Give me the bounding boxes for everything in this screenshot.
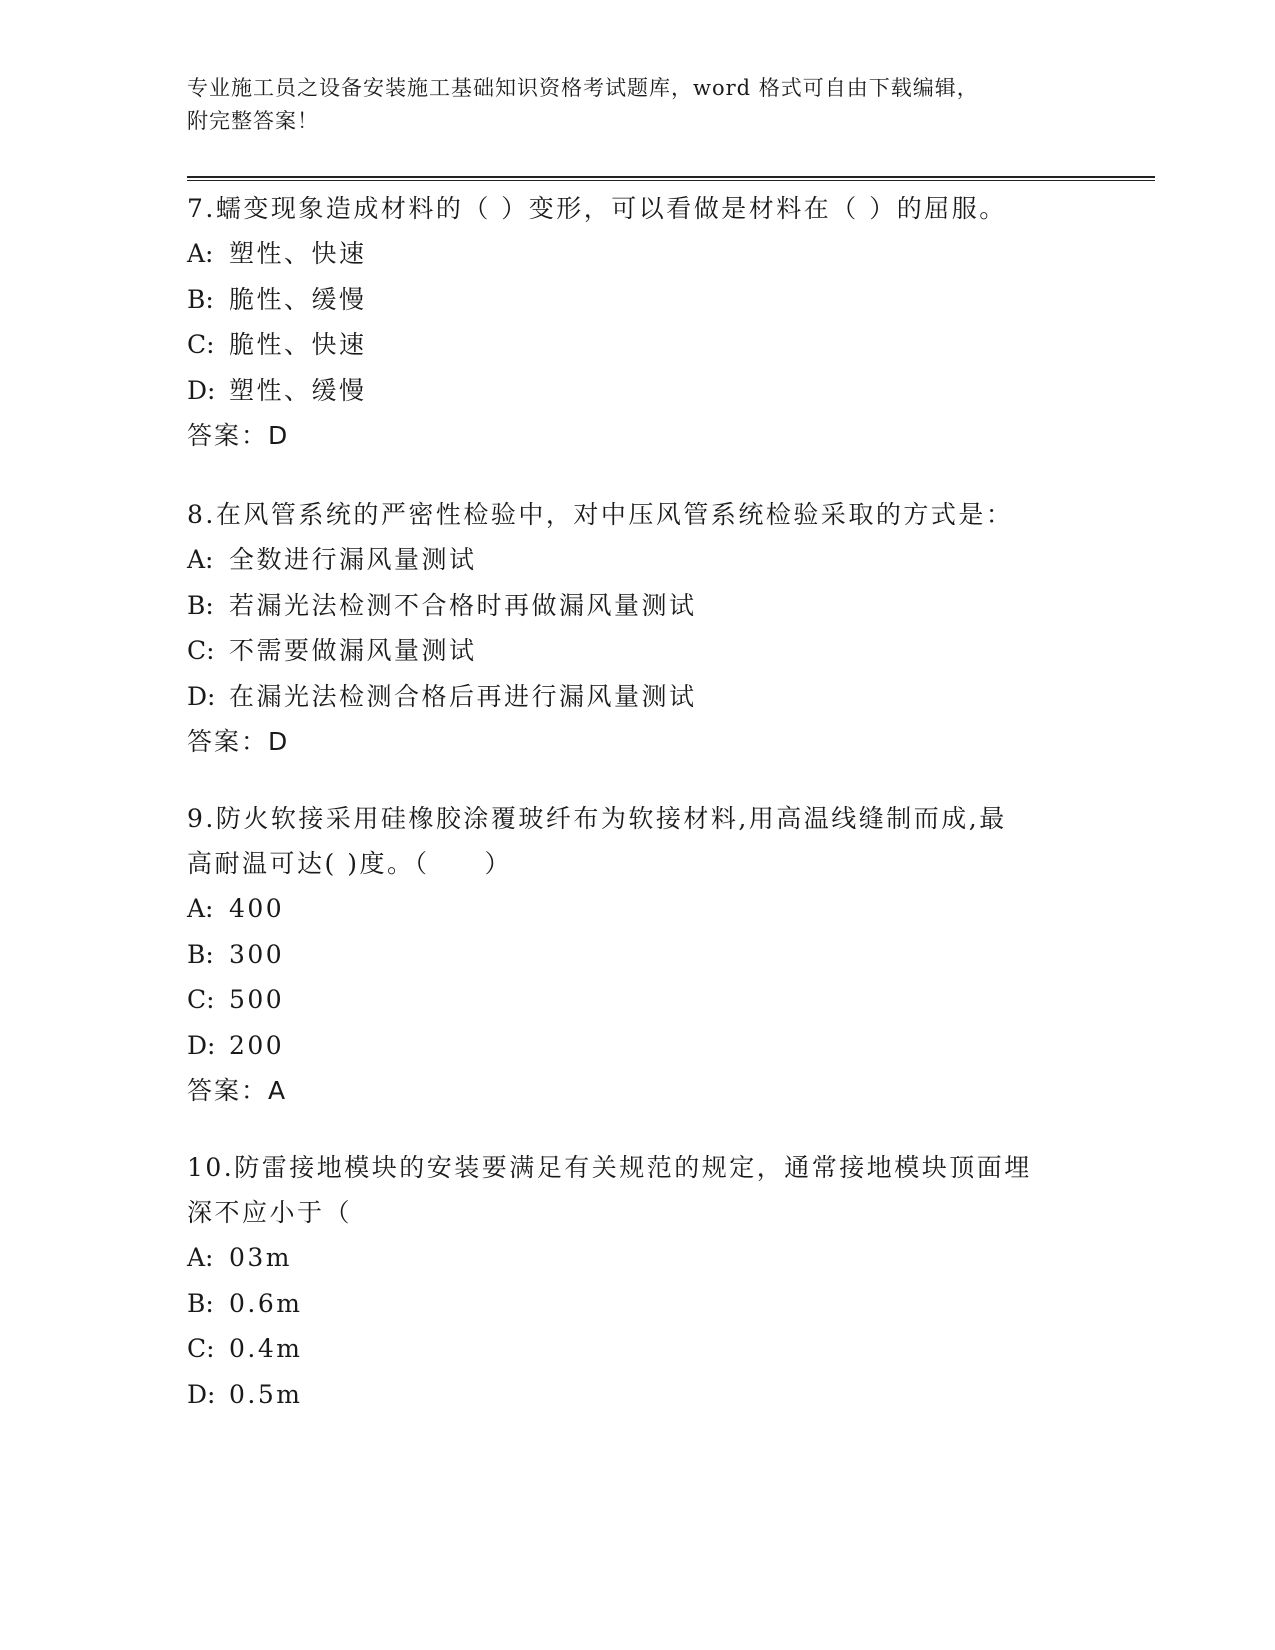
option-text: 脆性、快速: [229, 330, 367, 359]
option-c: [187, 977, 1087, 1023]
question-8: [187, 492, 1087, 764]
option-text: 0.5m: [229, 1379, 303, 1409]
question-7: [187, 186, 1087, 458]
option-letter: C:: [187, 330, 215, 359]
answer: 答案：D: [187, 727, 290, 756]
option-b: [187, 583, 1087, 629]
header-line-1: 专业施工员之设备安装施工基础知识资格考试题库，word 格式可自由下载编辑，: [187, 76, 979, 100]
option-text: 在漏光法检测合格后再进行漏风量测试: [229, 681, 697, 711]
option-c: [187, 1326, 1087, 1372]
option-letter: C:: [187, 1334, 215, 1363]
option-d: [187, 674, 1087, 720]
option-text: 塑性、缓慢: [229, 375, 367, 405]
header-divider: [187, 176, 1155, 181]
option-b: [187, 277, 1087, 323]
question-9: [187, 796, 1087, 1113]
option-letter: C:: [187, 636, 215, 665]
option-a: [187, 231, 1087, 277]
option-text: 脆性、缓慢: [229, 284, 367, 314]
option-text: 300: [229, 939, 285, 969]
answer: 答案：D: [187, 421, 290, 450]
option-c: [187, 322, 1087, 368]
option-a: [187, 537, 1087, 583]
document-header: [187, 72, 1087, 138]
option-letter: A:: [187, 545, 214, 574]
option-b: [187, 932, 1087, 978]
option-text: 200: [229, 1030, 285, 1060]
option-text: 400: [229, 894, 285, 923]
option-letter: A:: [187, 239, 214, 268]
option-letter: D:: [187, 1379, 216, 1409]
option-d: [187, 368, 1087, 414]
question-text: 8.在风管系统的严密性检验中，对中压风管系统检验采取的方式是：: [187, 500, 1014, 529]
option-text: 0.4m: [229, 1334, 303, 1363]
question-text-line-2: 深不应小于（: [187, 1198, 353, 1227]
option-text: 500: [229, 985, 285, 1014]
option-text: 全数进行漏风量测试: [229, 545, 477, 574]
option-a: [187, 886, 1087, 932]
question-text: 7.蠕变现象造成材料的（ ）变形，可以看做是材料在（ ）的屈服。: [187, 194, 1007, 223]
option-a: [187, 1235, 1087, 1281]
option-letter: B:: [187, 939, 214, 969]
option-letter: A:: [187, 1243, 214, 1272]
option-d: [187, 1023, 1087, 1069]
option-letter: B:: [187, 590, 214, 620]
option-letter: C:: [187, 985, 215, 1014]
option-letter: D:: [187, 375, 216, 405]
question-text-line-1: 10.防雷接地模块的安装要满足有关规范的规定，通常接地模块顶面埋: [187, 1153, 1032, 1182]
option-letter: D:: [187, 681, 216, 711]
option-letter: D:: [187, 1030, 216, 1060]
question-10: [187, 1145, 1087, 1417]
option-b: [187, 1281, 1087, 1327]
option-text: 0.6m: [229, 1288, 303, 1318]
option-text: 塑性、快速: [229, 239, 367, 268]
option-text: 03m: [229, 1243, 293, 1272]
answer: 答案：A: [187, 1076, 288, 1105]
option-letter: A:: [187, 894, 214, 923]
option-text: 不需要做漏风量测试: [229, 636, 477, 665]
option-letter: B:: [187, 284, 214, 314]
option-letter: B:: [187, 1288, 214, 1318]
option-c: [187, 628, 1087, 674]
option-d: [187, 1372, 1087, 1418]
header-line-2: 附完整答案！: [187, 109, 319, 133]
option-text: 若漏光法检测不合格时再做漏风量测试: [229, 590, 697, 620]
question-text-line-2: 高耐温可达( )度。（ ）: [187, 849, 512, 878]
question-text-line-1: 9.防火软接采用硅橡胶涂覆玻纤布为软接材料,用高温线缝制而成,最: [187, 804, 1007, 833]
